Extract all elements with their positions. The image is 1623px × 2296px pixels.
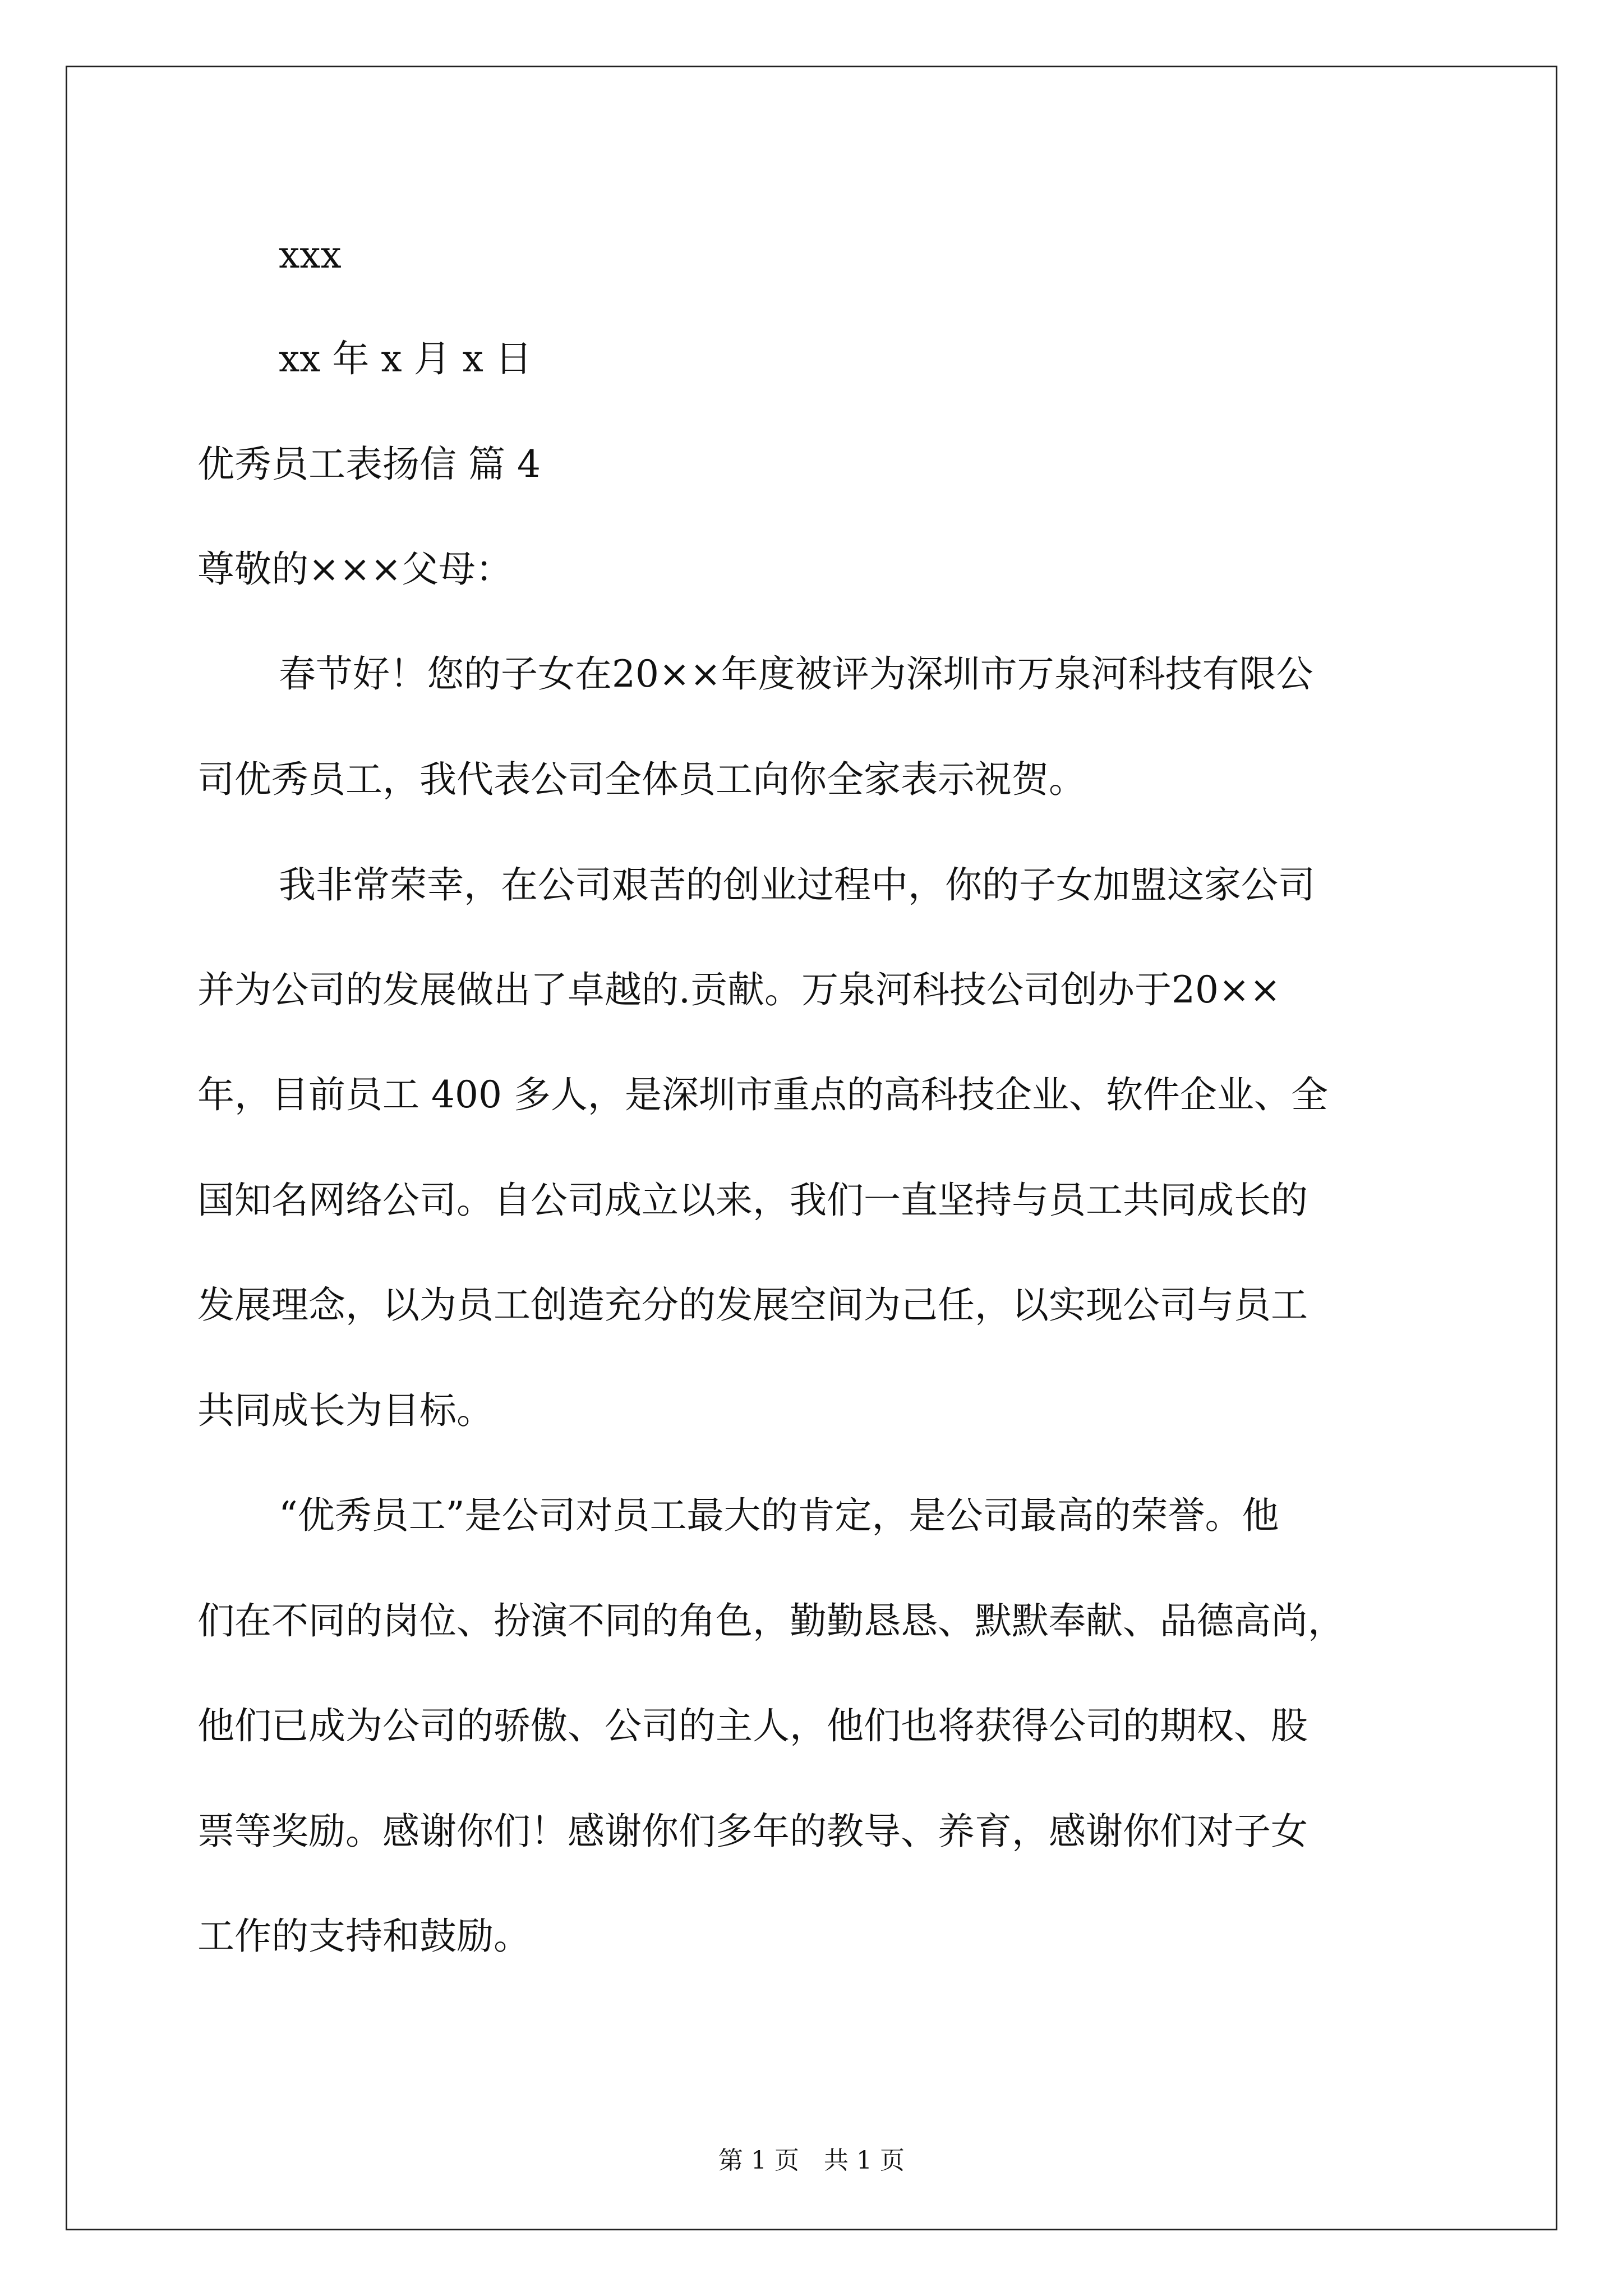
body-line: 票等奖励。感谢你们！感谢你们多年的教导、养育，感谢你们对子女 — [197, 1810, 1308, 1853]
body-line: 我非常荣幸，在公司艰苦的创业过程中，你的子女加盟这家公司 — [279, 863, 1315, 907]
body-line: 司优秀员工，我代表公司全体员工向你全家表示祝贺。 — [197, 758, 1086, 801]
body-line: 发展理念，以为员工创造充分的发展空间为己任，以实现公司与员工 — [197, 1283, 1308, 1327]
body-line: 春节好！您的子女在20××年度被评为深圳市万泉河科技有限公 — [279, 652, 1313, 696]
page-number: 第 1 页 共 1 页 — [718, 2146, 905, 2175]
body-line: 并为公司的发展做出了卓越的.贡献。万泉河科技公司创办于20×× — [197, 968, 1281, 1011]
letter-date: xx 年 x 月 x 日 — [279, 337, 532, 380]
signature: xxx — [279, 233, 342, 277]
salutation: 尊敬的×××父母： — [197, 547, 513, 591]
body-line: 们在不同的岗位、扮演不同的角色，勤勤恳恳、默默奉献、品德高尚， — [197, 1599, 1345, 1642]
page-border — [66, 66, 1557, 2230]
body-line: 年，目前员工 400 多人，是深圳市重点的高科技企业、软件企业、全 — [197, 1073, 1328, 1116]
body-line: 工作的支持和鼓励。 — [197, 1915, 531, 1958]
body-line: 共同成长为目标。 — [197, 1389, 494, 1432]
section-title: 优秀员工表扬信 篇 4 — [197, 443, 541, 486]
body-line: 他们已成为公司的骄傲、公司的主人，他们也将获得公司的期权、股 — [197, 1704, 1308, 1747]
body-line: 国知名网络公司。自公司成立以来，我们一直坚持与员工共同成长的 — [197, 1179, 1308, 1222]
body-line: “优秀员工”是公司对员工最大的肯定，是公司最高的荣誉。他 — [279, 1494, 1279, 1537]
